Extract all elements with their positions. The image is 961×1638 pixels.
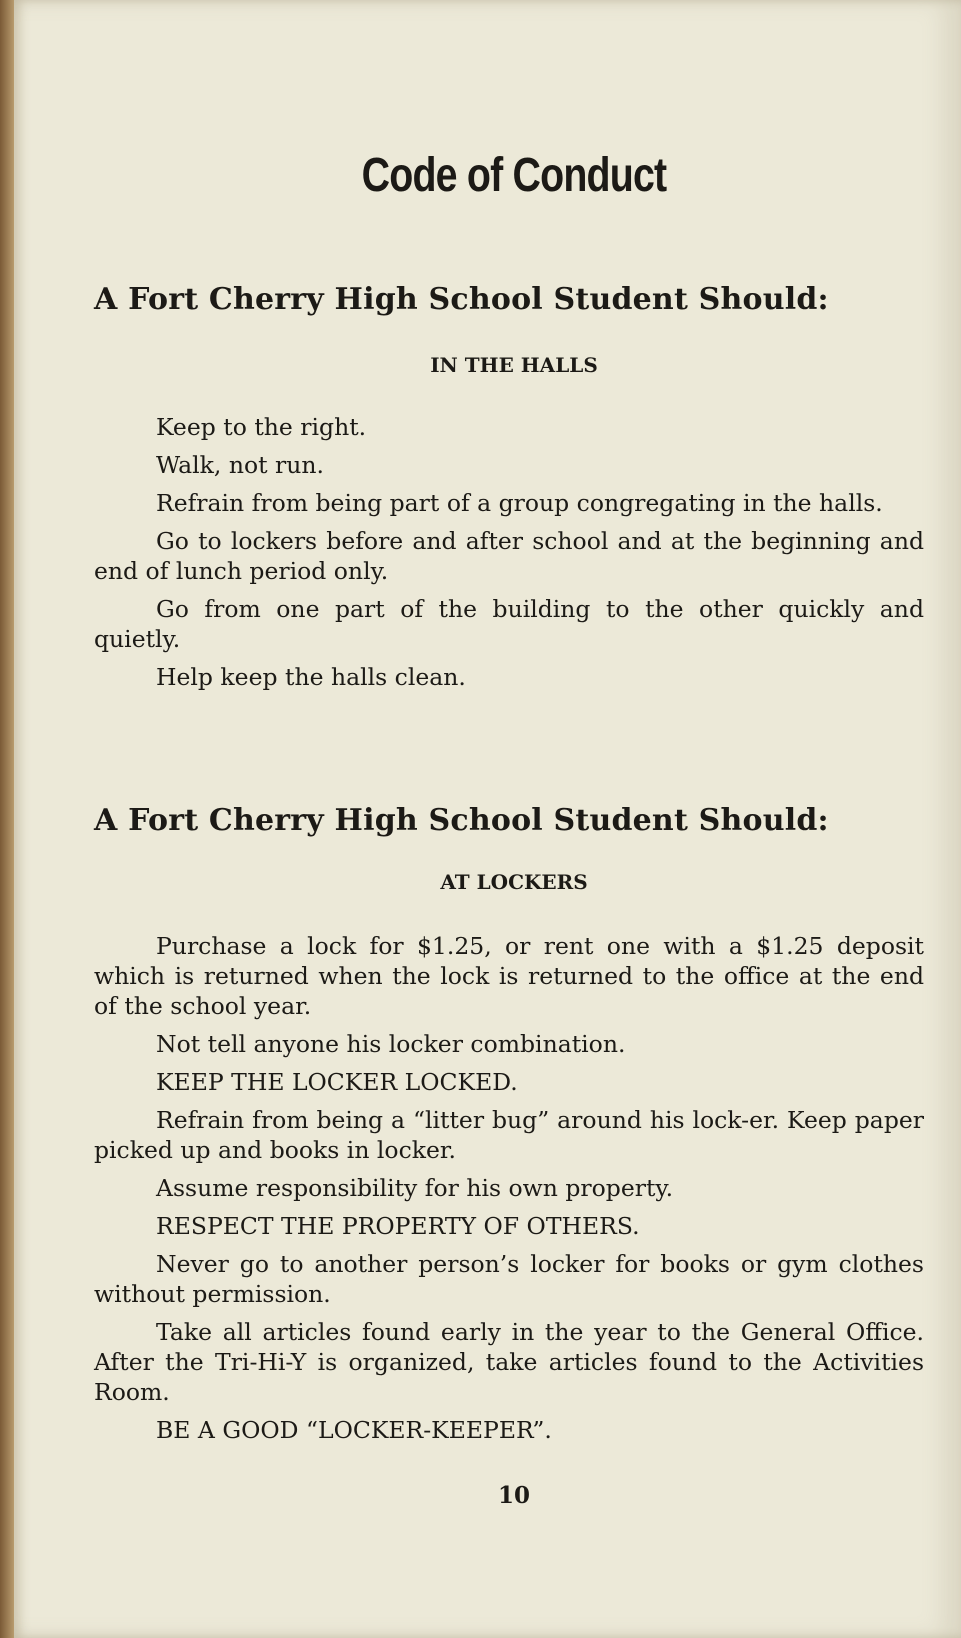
rule-item: Keep to the right. bbox=[156, 413, 367, 441]
rule-item: Go to lockers before and after school and at the beginning and end of lunch period only. bbox=[94, 527, 924, 585]
page-number: 10 bbox=[497, 1482, 530, 1509]
booklet-page bbox=[14, 0, 961, 1638]
rule-item: Take all articles found early in the year to the General Office. After the Tri-Hi-Y is organized, take articles found to the Activities Room. bbox=[94, 1318, 924, 1406]
page-title: Code of Conduct bbox=[361, 149, 667, 202]
rule-item: Go from one part of the building to the other quickly and quietly. bbox=[94, 595, 924, 653]
rule-item: Not tell anyone his locker combination. bbox=[156, 1030, 626, 1058]
lockers-rules-list bbox=[94, 931, 924, 1453]
rule-item: Never go to another person’s locker for books or gym clothes without permission. bbox=[94, 1250, 924, 1308]
rule-item: Refrain from being a “litter bug” around his lock-er. Keep paper picked up and books in locker. bbox=[94, 1106, 924, 1164]
rule-item: KEEP THE LOCKER LOCKED. bbox=[156, 1068, 518, 1096]
rule-item: Purchase a lock for $1.25, or rent one with a $1.25 deposit which is returned when the lock is returned to the office at the end of the school year. bbox=[94, 932, 924, 1020]
rule-item: BE A GOOD “LOCKER-KEEPER”. bbox=[156, 1416, 552, 1444]
book-spine bbox=[0, 0, 14, 1638]
rule-item: Assume responsibility for his own property. bbox=[156, 1174, 674, 1202]
subheading-in-the-halls: IN THE HALLS bbox=[430, 353, 598, 377]
rule-item: Help keep the halls clean. bbox=[156, 663, 466, 691]
subheading-at-lockers: AT LOCKERS bbox=[440, 870, 588, 894]
halls-rules-list bbox=[94, 412, 924, 700]
section-heading-lockers: A Fort Cherry High School Student Should: bbox=[94, 803, 829, 838]
rule-item: Refrain from being part of a group congregating in the halls. bbox=[156, 489, 883, 517]
section-heading-halls: A Fort Cherry High School Student Should: bbox=[94, 282, 829, 317]
rule-item: Walk, not run. bbox=[156, 451, 324, 479]
rule-item: RESPECT THE PROPERTY OF OTHERS. bbox=[156, 1212, 640, 1240]
